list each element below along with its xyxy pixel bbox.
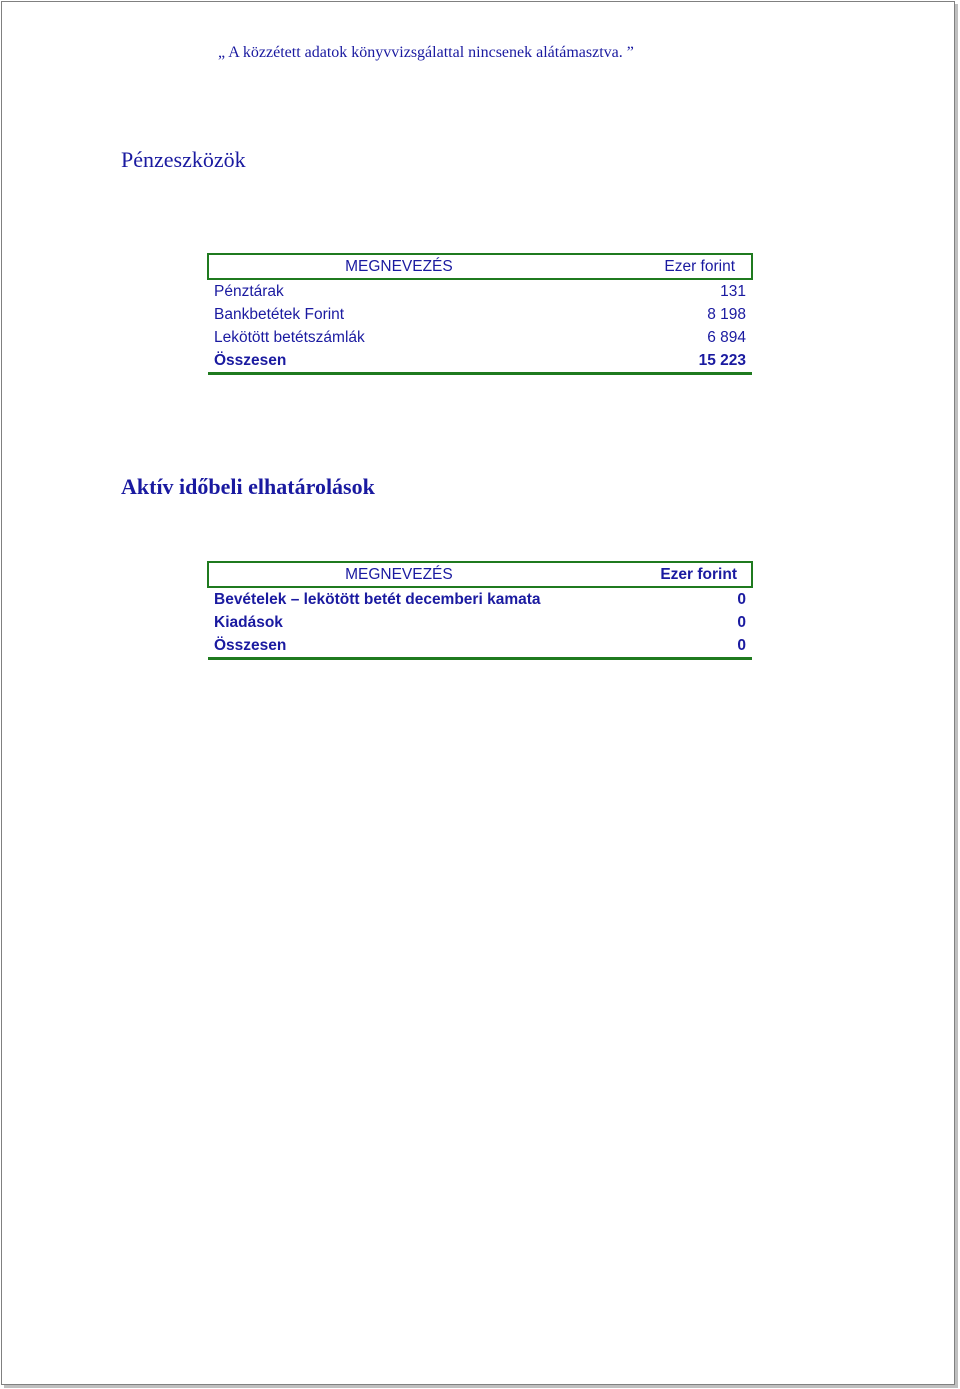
section-title-cash: Pénzeszközök xyxy=(121,147,246,172)
total-row xyxy=(208,634,752,659)
page-frame xyxy=(1,1,955,1385)
row-label: Kiadások xyxy=(214,614,283,631)
accruals-table xyxy=(207,561,753,660)
column-header-name: MEGNEVEZÉS xyxy=(345,566,453,583)
table-row xyxy=(208,326,752,349)
row-value: 8 198 xyxy=(707,306,746,323)
row-value: 6 894 xyxy=(707,329,746,346)
section-title-accruals: Aktív időbeli elhatárolások xyxy=(121,474,375,499)
total-label: Összesen xyxy=(214,637,287,654)
row-label: Bevételek – lekötött betét decemberi kamata xyxy=(214,591,541,608)
column-header-value: Ezer forint xyxy=(664,258,735,275)
disclaimer-note: „ A közzétett adatok könyvvizsgálattal nincsenek alátámasztva. ” xyxy=(218,44,634,61)
total-label: Összesen xyxy=(214,352,287,369)
total-value: 15 223 xyxy=(698,352,746,369)
row-label: Lekötött betétszámlák xyxy=(214,329,365,346)
row-value: 0 xyxy=(737,591,746,608)
table-row xyxy=(208,303,752,326)
total-row xyxy=(208,349,752,374)
table-header-row xyxy=(208,562,752,587)
total-value: 0 xyxy=(737,637,746,654)
table-row xyxy=(208,611,752,634)
table-row xyxy=(208,587,752,611)
row-label: Bankbetétek Forint xyxy=(214,306,345,323)
table-row xyxy=(208,279,752,303)
column-header-name: MEGNEVEZÉS xyxy=(345,258,453,275)
table-header-row xyxy=(208,254,752,279)
row-value: 0 xyxy=(737,614,746,631)
cash-table xyxy=(207,253,753,375)
row-value: 131 xyxy=(720,283,746,300)
column-header-value: Ezer forint xyxy=(660,566,737,583)
row-label: Pénztárak xyxy=(214,283,284,300)
